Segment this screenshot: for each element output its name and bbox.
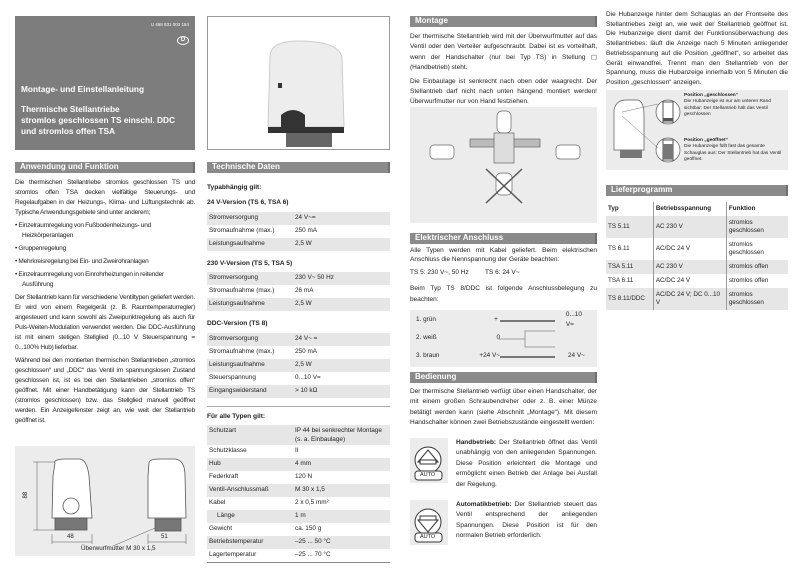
- ddc-table: [207, 333, 390, 398]
- spec-label: Kabel: [209, 499, 226, 507]
- spec-value: AC/DC 24 V: [653, 274, 726, 288]
- spec-value: > 10 kΩ: [293, 385, 390, 398]
- spec-value: AC 230 V: [653, 260, 726, 274]
- spec-value: 0...10 V=: [295, 373, 321, 381]
- wiring-lines: [410, 310, 597, 367]
- wire-signal: 24 V~: [568, 351, 585, 359]
- spec-value: AC 230 V: [653, 216, 726, 238]
- alle-title: Für alle Typen gilt:: [207, 412, 266, 420]
- v230-title: 230 V-Version (TS 5, TSA 5): [207, 259, 293, 267]
- spec-label: Stromaufnahme (max.): [209, 347, 275, 355]
- typabhaengig-label: Typabhängig gilt:: [207, 184, 262, 191]
- spec-value: 120 N: [295, 473, 313, 481]
- wire-name: 1. grün: [416, 315, 436, 323]
- spec-label: Leistungsaufnahme: [207, 298, 293, 311]
- section-heading-anwendung: Anwendung und Funktion: [15, 162, 195, 173]
- dim-width-left: 48: [67, 534, 74, 540]
- spec-value: –25 ... 50 °C: [293, 536, 390, 549]
- title-line: stromlos geschlossen TS einschl. DDC: [21, 115, 175, 125]
- table-row: [207, 212, 390, 225]
- spec-value: 4 mm: [293, 458, 390, 471]
- spec-value: 2,5 W: [293, 298, 390, 311]
- spec-label: Stromaufnahme (max.): [209, 287, 275, 295]
- anwendung-body: [15, 178, 195, 429]
- auto-mode-text: [456, 500, 597, 542]
- spec-label: Ventil-Anschlussmaß: [207, 484, 293, 497]
- dimension-drawing: [15, 446, 195, 556]
- spec-label: Leistungsaufnahme: [207, 238, 293, 251]
- table-row: [207, 333, 390, 346]
- table-row: [207, 497, 390, 510]
- spec-label: Stromversorgung: [207, 333, 293, 346]
- spec-value: IP 44 bei senkrechter Montage (s. a. Einbaulage): [293, 425, 390, 445]
- wire-terminal: +24 V~: [479, 351, 500, 359]
- spec-label: Gewicht: [209, 525, 233, 533]
- spec-label: Eingangswiderstand: [207, 385, 293, 398]
- table-row: [207, 272, 390, 285]
- wire-signal: 0...10 V=: [565, 310, 582, 328]
- drawing-caption: Überwurfmutter M 30 x 1,5: [81, 545, 156, 552]
- wiring-diagram: [410, 310, 597, 367]
- ts6-voltage: TS 6: 24 V~: [485, 269, 520, 276]
- table-row: [207, 359, 390, 372]
- mounting-position-figure: [410, 107, 597, 223]
- spec-label: Länge: [207, 510, 293, 523]
- table-row: [606, 260, 788, 274]
- actuator-dimension-figure: [15, 446, 195, 556]
- ts5-voltage: TS 5: 230 V~, 50 Hz: [410, 269, 469, 276]
- table-row: [207, 510, 390, 523]
- spec-value: 24 V~=: [293, 212, 390, 225]
- column-header: Funktion: [726, 202, 788, 216]
- stroke-indicator-illustration: [606, 90, 686, 170]
- spec-value: M 30 x 1,5: [293, 484, 390, 497]
- closed-title: Position „geschlossen“: [684, 93, 739, 98]
- mounting-illustration: [410, 107, 597, 223]
- spec-value: stromlos offen: [726, 260, 788, 274]
- spec-value: ca. 150 g: [295, 525, 322, 533]
- spec-label: TSA 5.11: [606, 260, 653, 274]
- divider: [207, 406, 390, 407]
- spec-value: 2,5 W: [293, 238, 390, 251]
- language-badge: D: [177, 36, 189, 45]
- table-row: [207, 285, 390, 298]
- table-row: [207, 484, 390, 497]
- list-item: • Gruppenregelung: [15, 244, 195, 254]
- v230-table: [207, 272, 390, 311]
- spec-label: Stromaufnahme (max.): [209, 226, 275, 234]
- spec-label: Stromversorgung: [207, 272, 293, 285]
- spec-value: stromlos geschlossen: [726, 288, 788, 310]
- table-row: [207, 425, 390, 445]
- spec-label: Steuerspannung: [209, 373, 256, 381]
- hand-mode-text: [456, 438, 597, 490]
- spec-label: Lagertemperatur: [209, 551, 257, 559]
- dim-height: 88: [23, 491, 30, 499]
- anschluss-para1: Alle Typen werden mit Kabel geliefert. Beim elektrischen Anschluss die Nennspannung der Geräte beachten:: [410, 247, 597, 263]
- auto-mode-title: Automatikbetrieb:: [456, 501, 512, 508]
- technische-daten-body: [207, 178, 390, 563]
- spec-value: AC/DC 24 V: [653, 238, 726, 260]
- section-heading-anschluss: Elektrischer Anschluss: [410, 233, 597, 244]
- lieferprogramm-table-wrap: [606, 202, 788, 310]
- auto-label: AUTO: [420, 472, 436, 478]
- spec-label: TSA 6.11: [608, 277, 634, 284]
- spec-value: stromlos geschlossen: [726, 216, 788, 238]
- spec-value: 26 mA: [295, 287, 314, 295]
- anwendung-intro: Die thermischen Stellantriebe stromlos geschlossen TS und stromlos offen TSA decken vielfältige Steuerungs- und Regelaufgaben in der Heizungs-, Klima- und Lüftungstechnik ab. Typische Anwendungsgebiete sind unter anderem;: [15, 179, 195, 216]
- spec-value: 230 V~ 50 Hz: [293, 272, 390, 285]
- open-title: Position „geöffnet“: [684, 138, 728, 143]
- table-row: [606, 216, 788, 238]
- spec-value: 2,5 W: [293, 359, 390, 372]
- table-header-row: [606, 202, 788, 216]
- spec-label: TS 6.11: [608, 245, 630, 252]
- wire-terminal: 0: [496, 333, 500, 341]
- open-position-caption: [684, 138, 786, 163]
- doc-number: U 468 931 003 184: [150, 22, 189, 27]
- cover-title: [21, 104, 175, 137]
- spec-value: 24 V~ =: [293, 333, 390, 346]
- alle-table: [207, 425, 390, 563]
- table-row: [207, 549, 390, 562]
- table-row: [207, 445, 390, 458]
- column-header: Betriebsspannung: [653, 202, 726, 216]
- list-item: • Mehrkreisregelung bei Ein- und Zweirohranlagen: [15, 257, 195, 267]
- hand-mode-desc: Der Stellantrieb öffnet das Ventil unabhängig von den anliegenden Spannungen. Diese Position erleichtert die Montage und ermöglicht einen Betrieb der Anlage bei Ausfall der Regelung.: [456, 439, 597, 488]
- table-row: [207, 385, 390, 398]
- hubanzeige-body: [606, 10, 788, 91]
- spec-value: –25 ... 70 °C: [295, 551, 331, 559]
- spec-label: Federkraft: [209, 473, 239, 481]
- montage-para1: Der thermische Stellantrieb wird mit der Überwurfmutter auf das Ventil oder den Verteiler aufgeschraubt. Dabei ist es vorteilhaft, wenn der Handschalter (nur bei Typ TS) in Stellung ▢ (Handbetrieb) steht.: [410, 33, 597, 72]
- hubanzeige-para: Die Hubanzeige hinter dem Schauglas an der Frontseite des Stellantriebes zeigt an, wie weit der Stellantrieb geöffnet ist. Die Hubanzeige dient damit der Funktionsüberwachung des Stellantriebes: läuft die Anzeige nach 5 Minuten anliegender Betriebsspannung auf die Position „geöffnet“, so arbeitet das Gerät einwandfrei. Trennt man den Stellantrieb von der Spannung, muss die Hubanzeige innerhalb von 5 Minuten die Position „geschlossen“ anzeigen.: [606, 11, 788, 86]
- bedienung-para: Der thermische Stellantrieb verfügt über einen Handschalter, der mit einem großen Schraubendreher oder z. B. einer Münze betätigt werden kann (siehe Abschnitt „Montage“). Mit diesem Handschalter können zwei Betriebszustände eingestellt werden:: [410, 388, 597, 427]
- table-row: [207, 238, 390, 251]
- bedienung-body: [410, 387, 597, 432]
- hubanzeige-figure: [606, 90, 788, 170]
- spec-label: Schutzklasse: [209, 447, 247, 455]
- spec-label: Betriebstemperatur: [207, 536, 293, 549]
- spec-label: TS 8.11/DDC: [606, 288, 653, 310]
- montage-para2: Die Einbaulage ist senkrecht nach oben oder waagrecht. Der Stellantrieb darf nicht nach unten hängend montiert werden! Überwurfmutter nur von Hand festziehen.: [410, 77, 597, 106]
- cover-title-box: [15, 16, 195, 150]
- title-line: und stromlos offen TSA: [21, 126, 116, 136]
- v24-title: 24 V-Version (TS 6, TSA 6): [207, 199, 289, 207]
- spec-value: II: [295, 447, 299, 455]
- table-row: [207, 458, 390, 471]
- table-row: [207, 536, 390, 549]
- spec-value: 250 mA: [295, 226, 318, 234]
- product-photo: [207, 16, 390, 150]
- section-heading-bedienung: Bedienung: [410, 372, 597, 383]
- actuator-photo: [208, 17, 389, 149]
- list-item: • Einzelraumregelung von Fußbodenheizungs- und Heizkörperanlagen: [15, 221, 195, 241]
- table-row: [606, 274, 788, 288]
- title-line: Thermische Stellantriebe: [21, 104, 120, 114]
- spec-value: AC/DC 24 V; DC 0...10 V: [653, 288, 726, 310]
- v24-table: [207, 212, 390, 251]
- spec-value: 1 m: [293, 510, 390, 523]
- montage-body: [410, 32, 597, 111]
- spec-label: TS 5.11: [606, 216, 653, 238]
- list-item: • Einzelraumregelung von Einrohrheizungen in reitender Ausführung: [15, 270, 195, 290]
- section-heading-technische-daten: Technische Daten: [207, 162, 390, 173]
- anwendung-para3: Während bei den montierten thermischen Stellantrieben „stromlos geschlossen“ und „DDC“ das Ventil im spannungslosen Zustand geschlossen ist, ist es bei den Stellantrieben „stromlos offen“ geöffnet. Mit einer Handbetätigung kann der Stellantrieb TS (stromlos geschlossen) bzw. das Stellglied manuell geöffnet werden. Ein Anzeigefenster zeigt an, wie weit der Stellantrieb geöffnet ist.: [15, 357, 195, 424]
- lieferprogramm-table: [606, 202, 788, 310]
- spec-label: Hub: [207, 458, 293, 471]
- table-row: [207, 471, 390, 484]
- anschluss-body: [410, 247, 597, 308]
- anwendung-list: [15, 221, 195, 290]
- hand-mode-title: Handbetrieb:: [456, 439, 497, 446]
- open-text: Die Hubanzeige füllt fast das gesamte Schauglas aus: Der Stellantrieb hat das Ventil geöffnet.: [684, 144, 782, 162]
- section-heading-montage: Montage: [410, 16, 597, 27]
- spec-label: Schutzart: [207, 425, 293, 445]
- spec-label: Stromversorgung: [207, 212, 293, 225]
- table-row: [207, 225, 390, 238]
- table-row: [606, 238, 788, 260]
- auto-mode-icon: [410, 500, 448, 545]
- auto-label: AUTO: [420, 534, 436, 540]
- wire-terminal: +: [494, 315, 498, 323]
- anschluss-para2: Beim Typ TS 8/DDC ist folgende Anschlussbelegung zu beachten:: [410, 285, 597, 303]
- spec-value: 250 mA: [295, 347, 318, 355]
- hand-mode-icon: [410, 438, 448, 483]
- ddc-title: DDC-Version (TS 8): [207, 320, 268, 328]
- table-row: [606, 288, 788, 310]
- table-row: [207, 372, 390, 385]
- spec-label: Leistungsaufnahme: [207, 359, 293, 372]
- table-row: [207, 523, 390, 536]
- column-header: Typ: [608, 205, 619, 212]
- section-heading-lieferprogramm: Lieferprogramm: [606, 185, 788, 196]
- table-row: [207, 298, 390, 311]
- wire-name: 3. braun: [416, 351, 440, 359]
- cover-subtitle: Montage- und Einstellanleitung: [21, 84, 145, 94]
- auto-mode-desc: Der Stellantrieb steuert das Ventil entsprechend der anliegenden Spannungen. Diese Position ist für den normalen Betrieb erforderlich.: [456, 501, 597, 540]
- spec-value: stromlos geschlossen: [726, 238, 788, 260]
- anwendung-para2: Der Stellantrieb kann für verschiedene Ventiltypen geliefert werden. Er wird von einem Regelgerät (z. B. Raumtemperaturregler) angesteuert und kann sowohl als Zweipunktregelung als auch für Puls-Weiten-Modulation verwendet werden. Die DDC-Ausführung ist mit einem stetigen Stellglied (0...10 V Steuerspannung = 0...100% Hub) lieferbar.: [15, 294, 195, 351]
- closed-position-caption: [684, 93, 786, 118]
- dim-width-right: 51: [161, 534, 168, 540]
- wire-name: 2. weiß: [416, 333, 437, 341]
- spec-value: stromlos offen: [726, 274, 788, 288]
- spec-value: 2 x 0,5 mm²: [295, 499, 329, 507]
- closed-text: Die Hubanzeige ist nur am unteren Rand sichtbar: Der Stellantrieb hält das Ventil geschlossen: [684, 99, 771, 117]
- voltage-line: [410, 268, 597, 278]
- table-row: [207, 346, 390, 359]
